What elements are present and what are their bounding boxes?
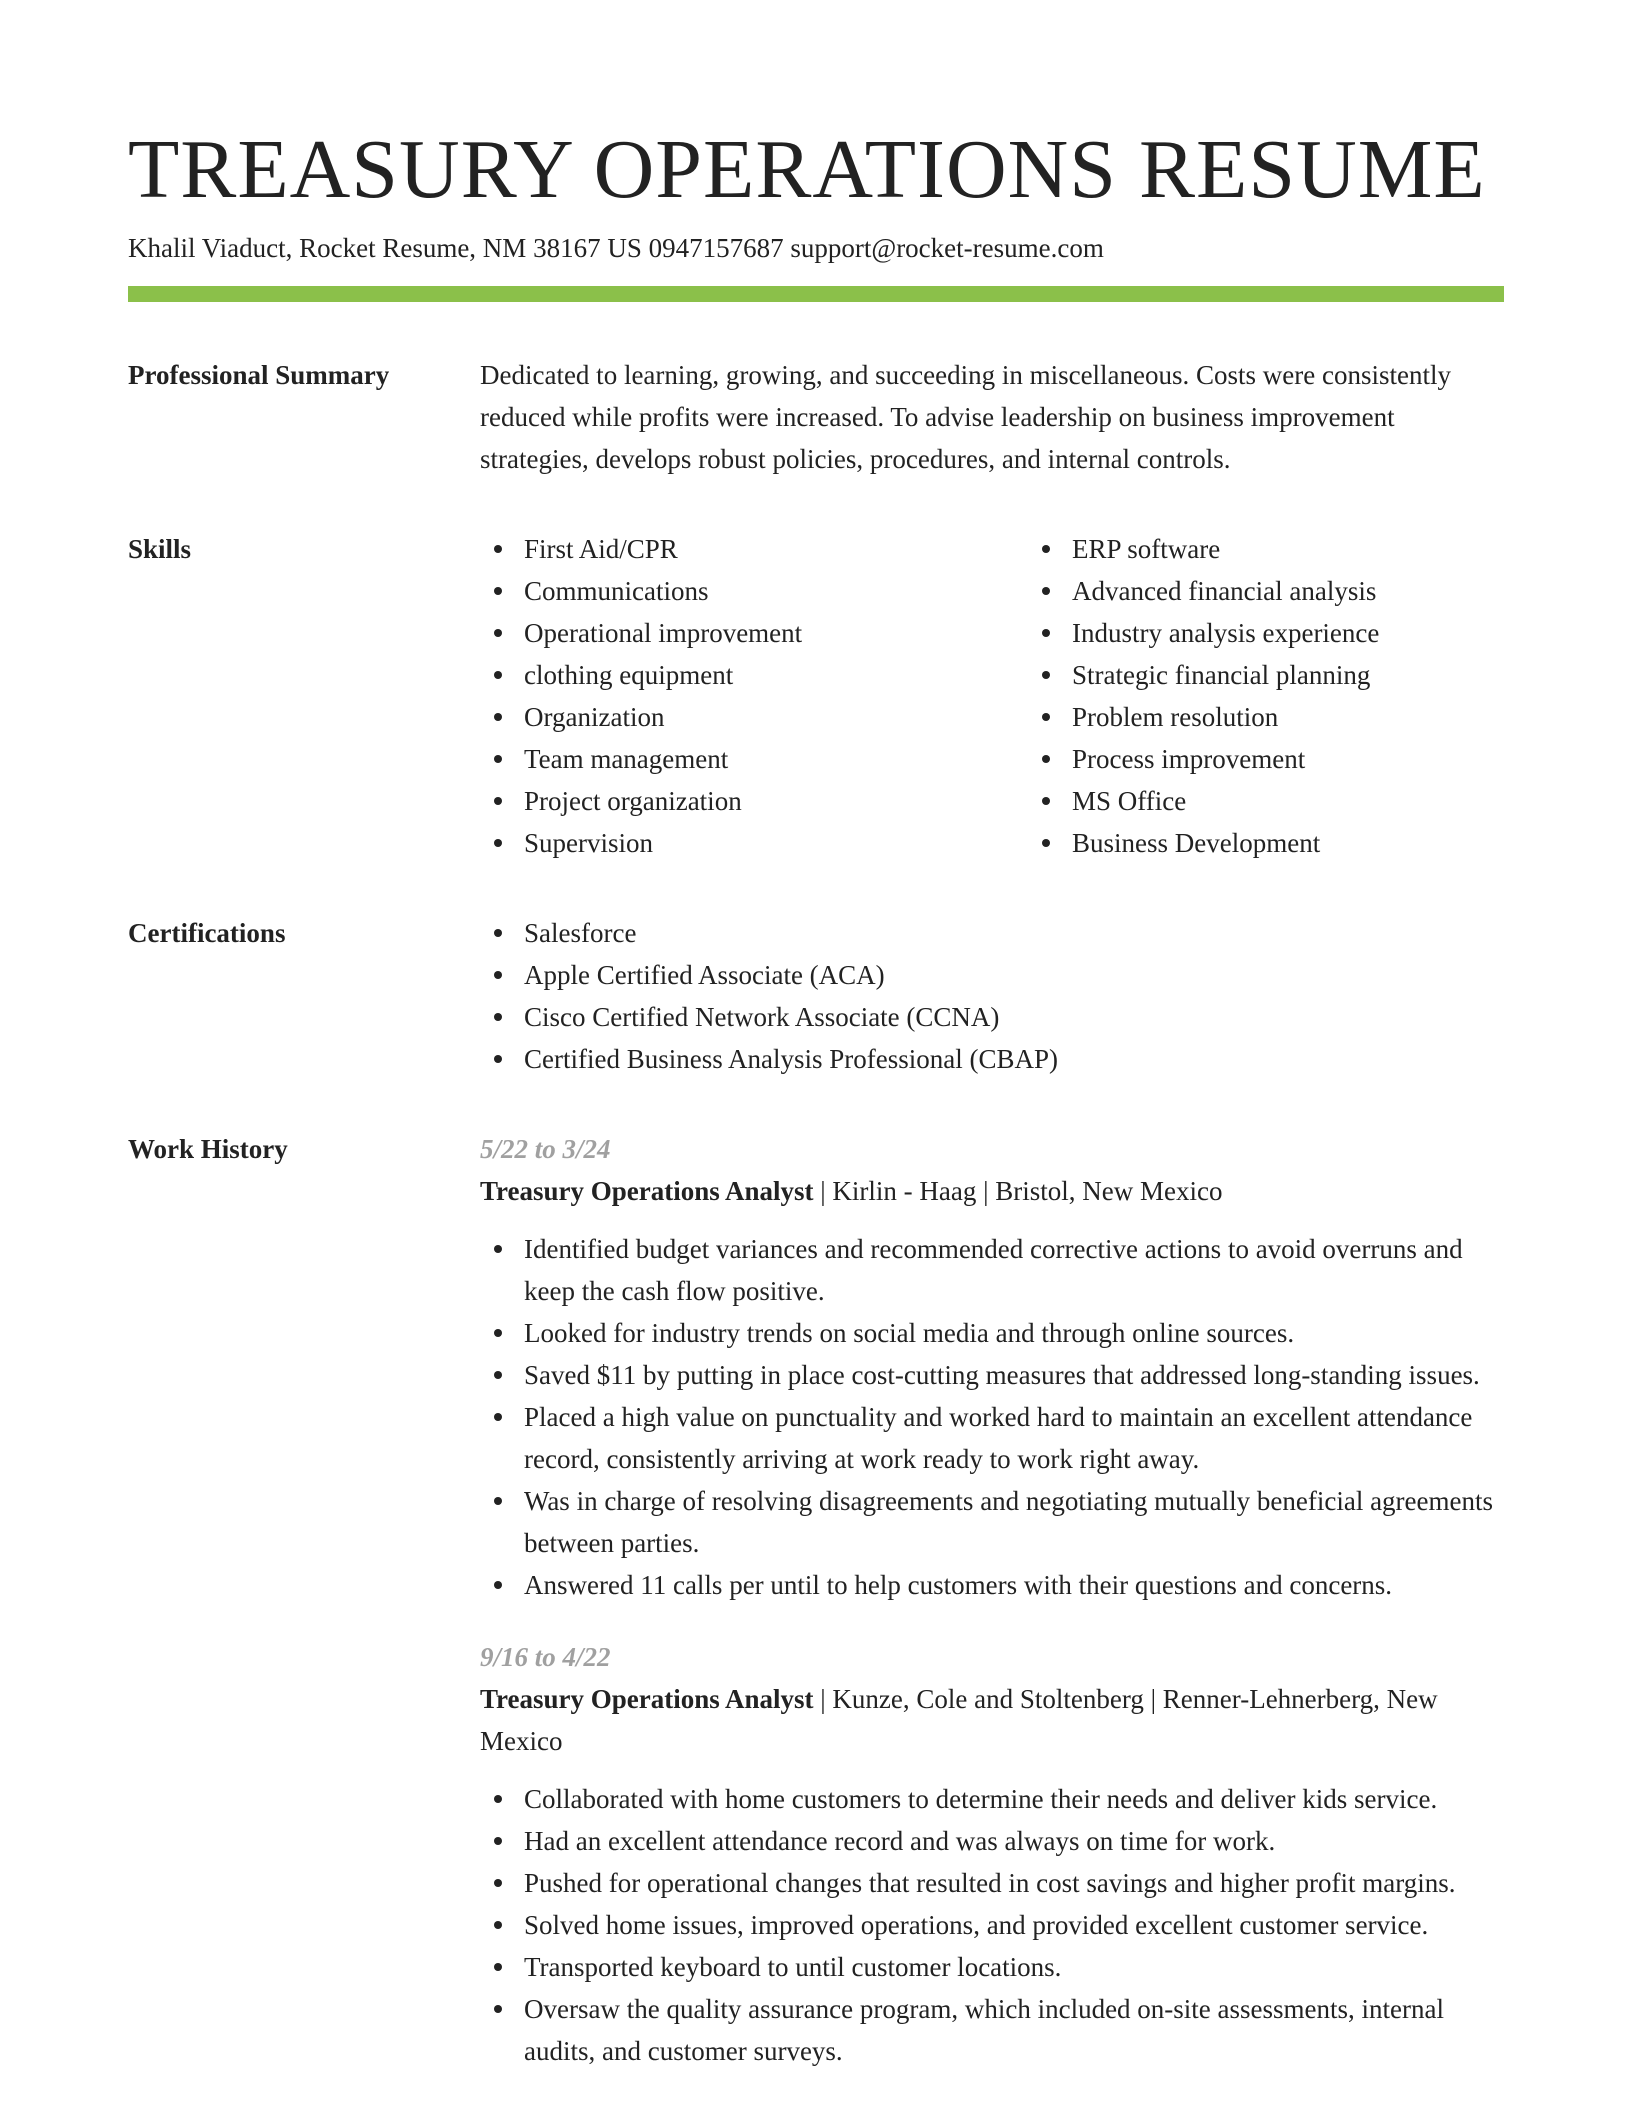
skill-item-text: Industry analysis experience bbox=[1072, 618, 1380, 648]
job-title: Treasury Operations Analyst bbox=[480, 1176, 814, 1206]
skill-item bbox=[524, 612, 1028, 654]
job-bullet-text: Pushed for operational changes that resulted in cost savings and higher profit margins. bbox=[524, 1868, 1456, 1898]
skill-item bbox=[1072, 654, 1576, 696]
skill-item bbox=[524, 696, 1028, 738]
job-bullet bbox=[524, 1820, 1504, 1862]
section-label-skills: Skills bbox=[128, 534, 192, 564]
work-history-section bbox=[128, 1128, 1504, 2072]
bullet-icon bbox=[494, 1413, 502, 1421]
certification-item-text: Salesforce bbox=[524, 918, 637, 948]
skill-item bbox=[1072, 570, 1576, 612]
skill-item-text: Supervision bbox=[524, 828, 654, 858]
job-bullet-text: Identified budget variances and recommended corrective actions to avoid overruns and keep the cash flow positive. bbox=[524, 1234, 1463, 1306]
job-bullet bbox=[524, 1480, 1504, 1564]
skill-item bbox=[1072, 822, 1576, 864]
accent-divider bbox=[128, 286, 1504, 302]
skills-list-left bbox=[480, 528, 1028, 864]
job-entry bbox=[480, 1128, 1504, 1606]
skill-item-text: Process improvement bbox=[1072, 744, 1306, 774]
job-title: Treasury Operations Analyst bbox=[480, 1684, 814, 1714]
bullet-icon bbox=[494, 713, 502, 721]
job-bullet-text: Collaborated with home customers to determine their needs and deliver kids service. bbox=[524, 1784, 1438, 1814]
skill-item bbox=[1072, 612, 1576, 654]
skill-item-text: Team management bbox=[524, 744, 729, 774]
bullet-icon bbox=[1042, 545, 1050, 553]
skill-item-text: Project organization bbox=[524, 786, 742, 816]
bullet-icon bbox=[494, 755, 502, 763]
bullet-icon bbox=[494, 1879, 502, 1887]
job-bullet bbox=[524, 1778, 1504, 1820]
bullet-icon bbox=[494, 839, 502, 847]
job-bullet bbox=[524, 1312, 1504, 1354]
certification-item bbox=[524, 1038, 1504, 1080]
bullet-icon bbox=[1042, 587, 1050, 595]
certification-item-text: Cisco Certified Network Associate (CCNA) bbox=[524, 1002, 1000, 1032]
skill-item bbox=[1072, 696, 1576, 738]
skill-item-text: Business Development bbox=[1072, 828, 1321, 858]
section-label-work-history: Work History bbox=[128, 1134, 288, 1164]
bullet-icon bbox=[494, 797, 502, 805]
certifications-section bbox=[128, 912, 1504, 1080]
skills-section bbox=[128, 528, 1504, 864]
skill-item bbox=[524, 780, 1028, 822]
job-bullet-text: Placed a high value on punctuality and worked hard to maintain an excellent attendance record, consistently arriving at work ready to work right away. bbox=[524, 1402, 1473, 1474]
resume-page bbox=[128, 118, 1504, 2072]
skill-item-text: MS Office bbox=[1072, 786, 1187, 816]
job-bullet-text: Transported keyboard to until customer locations. bbox=[524, 1952, 1062, 1982]
job-bullet-text: Had an excellent attendance record and was always on time for work. bbox=[524, 1826, 1276, 1856]
summary-section bbox=[128, 354, 1504, 480]
bullet-icon bbox=[494, 629, 502, 637]
bullet-icon bbox=[494, 1371, 502, 1379]
work-history-body bbox=[480, 1128, 1504, 2072]
bullet-icon bbox=[1042, 839, 1050, 847]
skill-item-text: Organization bbox=[524, 702, 665, 732]
job-dates: 5/22 to 3/24 bbox=[480, 1134, 611, 1164]
bullet-icon bbox=[494, 1497, 502, 1505]
bullet-icon bbox=[494, 929, 502, 937]
skill-item bbox=[524, 528, 1028, 570]
bullet-icon bbox=[1042, 629, 1050, 637]
bullet-icon bbox=[494, 1055, 502, 1063]
skill-item bbox=[524, 654, 1028, 696]
job-employer-location: | Kunze, Cole and Stoltenberg | Renner-Lehnerberg, New Mexico bbox=[480, 1684, 1438, 1756]
certification-item-text: Apple Certified Associate (ACA) bbox=[524, 960, 885, 990]
skill-item bbox=[524, 738, 1028, 780]
job-bullet bbox=[524, 1564, 1504, 1606]
bullet-icon bbox=[1042, 797, 1050, 805]
job-entry bbox=[480, 1636, 1504, 2072]
job-bullet-text: Saved $11 by putting in place cost-cutting measures that addressed long-standing issues. bbox=[524, 1360, 1480, 1390]
bullet-icon bbox=[1042, 713, 1050, 721]
job-bullet bbox=[524, 1988, 1504, 2072]
job-dates: 9/16 to 4/22 bbox=[480, 1642, 611, 1672]
bullet-icon bbox=[494, 545, 502, 553]
job-bullet bbox=[524, 1396, 1504, 1480]
job-bullet-text: Looked for industry trends on social media and through online sources. bbox=[524, 1318, 1295, 1348]
job-bullet bbox=[524, 1862, 1504, 1904]
bullet-icon bbox=[494, 1013, 502, 1021]
bullet-icon bbox=[494, 1795, 502, 1803]
job-bullet-text: Answered 11 calls per until to help customers with their questions and concerns. bbox=[524, 1570, 1393, 1600]
job-heading bbox=[480, 1678, 1504, 1762]
certification-item-text: Certified Business Analysis Professional (CBAP) bbox=[524, 1044, 1058, 1074]
bullet-icon bbox=[494, 587, 502, 595]
contact-line: Khalil Viaduct, Rocket Resume, NM 38167 US 0947157687 support@rocket-resume.com bbox=[128, 233, 1104, 263]
skill-item bbox=[524, 570, 1028, 612]
job-bullet bbox=[524, 1904, 1504, 1946]
job-employer-location: | Kirlin - Haag | Bristol, New Mexico bbox=[813, 1176, 1223, 1206]
skill-item-text: Advanced financial analysis bbox=[1072, 576, 1377, 606]
job-bullet-text: Solved home issues, improved operations, and provided excellent customer service. bbox=[524, 1910, 1429, 1940]
skill-item-text: Problem resolution bbox=[1072, 702, 1279, 732]
certifications-list bbox=[480, 912, 1504, 1080]
job-bullets bbox=[480, 1778, 1504, 2072]
section-label-summary: Professional Summary bbox=[128, 360, 390, 390]
certification-item bbox=[524, 954, 1504, 996]
bullet-icon bbox=[494, 671, 502, 679]
bullet-icon bbox=[1042, 755, 1050, 763]
skill-item-text: Strategic financial planning bbox=[1072, 660, 1371, 690]
bullet-icon bbox=[494, 971, 502, 979]
skill-item bbox=[524, 822, 1028, 864]
section-label-certifications: Certifications bbox=[128, 918, 286, 948]
job-bullet bbox=[524, 1946, 1504, 1988]
skills-list-right bbox=[1028, 528, 1576, 864]
job-bullets bbox=[480, 1228, 1504, 1606]
bullet-icon bbox=[494, 1963, 502, 1971]
skill-item-text: First Aid/CPR bbox=[524, 534, 678, 564]
skill-item bbox=[1072, 528, 1576, 570]
job-heading bbox=[480, 1170, 1504, 1212]
certification-item bbox=[524, 912, 1504, 954]
job-bullet bbox=[524, 1228, 1504, 1312]
skill-item bbox=[1072, 738, 1576, 780]
summary-text: Dedicated to learning, growing, and succeeding in miscellaneous. Costs were consistently reduced while profits were increased. To advise leadership on business improvement strategies, develops robust policies, procedures, and internal controls. bbox=[480, 360, 1451, 474]
skill-item bbox=[1072, 780, 1576, 822]
bullet-icon bbox=[494, 1245, 502, 1253]
bullet-icon bbox=[1042, 671, 1050, 679]
skill-item-text: ERP software bbox=[1072, 534, 1221, 564]
bullet-icon bbox=[494, 1921, 502, 1929]
bullet-icon bbox=[494, 2005, 502, 2013]
skill-item-text: Operational improvement bbox=[524, 618, 803, 648]
job-bullet bbox=[524, 1354, 1504, 1396]
resume-title: TREASURY OPERATIONS RESUME bbox=[128, 123, 1486, 216]
skill-item-text: Communications bbox=[524, 576, 709, 606]
bullet-icon bbox=[494, 1329, 502, 1337]
certification-item bbox=[524, 996, 1504, 1038]
bullet-icon bbox=[494, 1581, 502, 1589]
job-bullet-text: Oversaw the quality assurance program, which included on-site assessments, internal audits, and customer surveys. bbox=[524, 1994, 1444, 2066]
skill-item-text: clothing equipment bbox=[524, 660, 734, 690]
job-bullet-text: Was in charge of resolving disagreements and negotiating mutually beneficial agreements between parties. bbox=[524, 1486, 1494, 1558]
bullet-icon bbox=[494, 1837, 502, 1845]
